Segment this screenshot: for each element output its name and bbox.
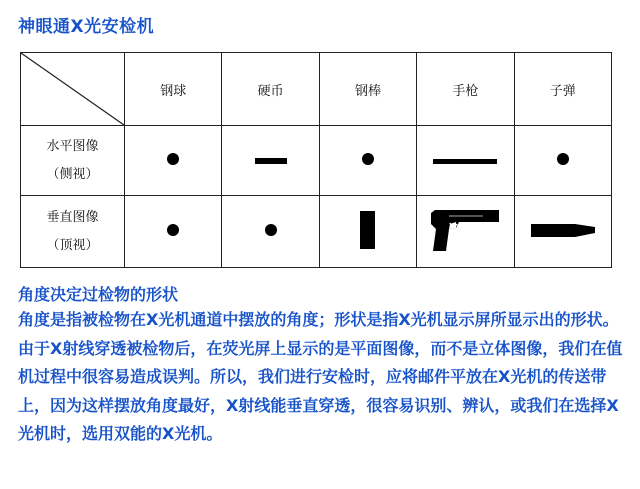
row-label-horizontal-line1: 水平图像 — [46, 138, 99, 154]
row-label-vertical-line1: 垂直图像 — [46, 209, 99, 225]
page-title: 神眼通X光安检机 — [18, 17, 155, 37]
bullet-side-shape — [557, 153, 569, 165]
coin-side-shape — [255, 158, 287, 164]
table-row-vertical — [21, 196, 612, 268]
table-row-horizontal — [21, 126, 612, 196]
steel-rod-side-shape — [362, 153, 374, 165]
cell-pistol-top — [417, 196, 514, 268]
cell-steel-rod-top — [319, 196, 416, 268]
section-heading: 角度决定过检物的形状 — [18, 285, 179, 304]
row-label-horizontal — [21, 126, 125, 196]
xray-comparison-table — [20, 52, 612, 268]
column-header-steel-ball: 钢球 — [125, 53, 222, 126]
cell-coin-side — [222, 126, 319, 196]
steel-ball-top-shape — [167, 224, 179, 236]
column-header-steel-rod: 钢棒 — [319, 53, 416, 126]
pistol-side-shape — [433, 159, 497, 164]
cell-bullet-top — [514, 196, 611, 268]
steel-rod-top-shape — [360, 211, 375, 249]
row-label-horizontal-line2: （侧视） — [46, 166, 99, 182]
cell-steel-ball-side — [125, 126, 222, 196]
steel-ball-side-shape — [167, 153, 179, 165]
diagonal-line — [21, 53, 124, 125]
cell-steel-rod-side — [319, 126, 416, 196]
column-header-pistol: 手枪 — [417, 53, 514, 126]
coin-top-shape — [265, 224, 277, 236]
pistol-top-icon — [429, 207, 501, 253]
section-body: 角度是指被检物在X光机通道中摆放的角度；形状是指X光机显示屏所显示出的形状。由于X射线穿透被检物后，在荧光屏上显示的是平面图像，而不是立体图像，我们在值机过程中很容易造成误判。所以，我们进行安检时，应将邮件平放在X光机的传送带上，因为这样摆放角度最好，X射线能垂直穿透，很容易识别、辨认，或我们在选择X光机时，选用双能的X光机。 — [18, 310, 623, 443]
diagonal-header-cell — [21, 53, 125, 126]
cell-steel-ball-top — [125, 196, 222, 268]
row-label-vertical-line2: （顶视） — [46, 237, 99, 253]
column-header-coin: 硬币 — [222, 53, 319, 126]
cell-coin-top — [222, 196, 319, 268]
row-label-vertical — [21, 196, 125, 268]
column-header-bullet: 子弹 — [514, 53, 611, 126]
bullet-top-icon — [531, 220, 595, 240]
cell-bullet-side — [514, 126, 611, 196]
cell-pistol-side — [417, 126, 514, 196]
table-header-row — [21, 53, 612, 126]
